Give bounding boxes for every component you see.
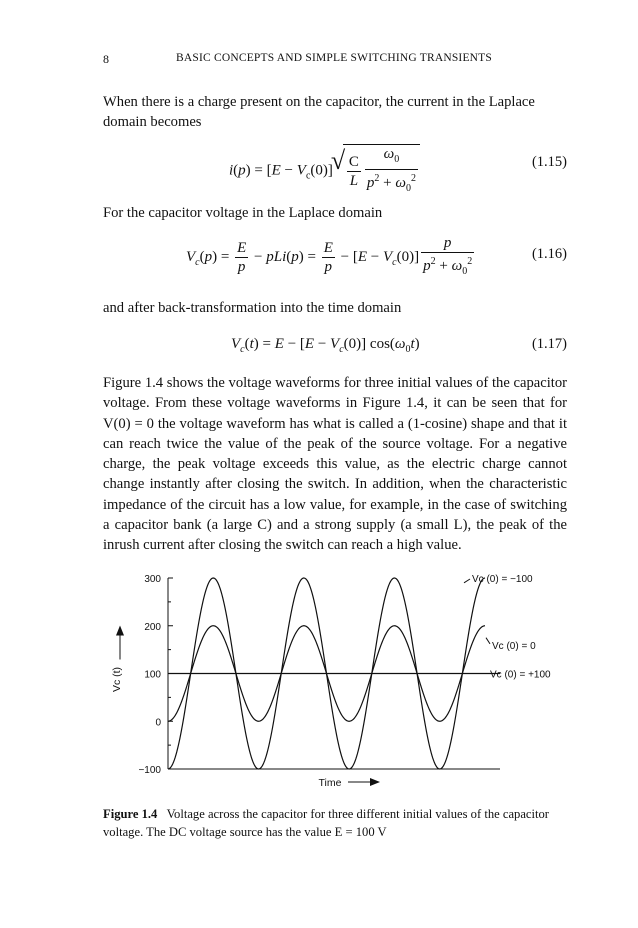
chart-series-labels xyxy=(464,574,551,681)
caption-label: Figure 1.4 xyxy=(103,807,158,821)
series-label: Vc (0) = +100 xyxy=(490,669,551,681)
y-tick-label: 300 xyxy=(144,574,161,585)
series-leader-line xyxy=(486,638,490,644)
series-label: Vc (0) = 0 xyxy=(492,640,536,652)
paragraph-2: For the capacitor voltage in the Laplace domain xyxy=(103,205,383,221)
chart-series xyxy=(168,578,500,769)
y-axis-arrow-head xyxy=(116,626,124,636)
series-label: Vc (0) = −100 xyxy=(472,574,533,585)
y-tick-label: −100 xyxy=(138,765,161,776)
equation-number-1-15: (1.15) xyxy=(531,154,567,170)
equation-1-15-body: $i(p) = [E - V_c(0)]$ √ $\frac{C}{L}$ $\frac{\omega_0}{p^2 + \omega_0^2}$ xyxy=(229,144,420,198)
paragraph-1: When there is a charge present on the capacitor, the current in the Laplace domain becomes xyxy=(103,94,535,131)
equation-1-17 xyxy=(103,336,567,360)
running-title: BASIC CONCEPTS AND SIMPLE SWITCHING TRANSIENTS xyxy=(176,52,493,64)
equation-1-16 xyxy=(103,232,567,282)
equation-1-15 xyxy=(103,140,567,194)
x-axis-arrow-head xyxy=(370,778,380,786)
page-header xyxy=(0,52,638,72)
y-tick-label: 100 xyxy=(144,669,161,681)
page-number: 8 xyxy=(103,52,109,66)
caption-text: Voltage across the capacitor for three different initial values of the capacitor voltage. The DC voltage source has the value E = 100 V xyxy=(103,807,549,839)
y-axis-label: Vc (t) xyxy=(111,666,123,693)
paragraph-4: Figure 1.4 shows the voltage waveforms for three initial values of the capacitor voltage. From these voltage waveforms in Figure 1.4, it can be seen that for V(0) = 0 the voltage waveform has what is called a (1-cosine) shape and that it can reach twice the value of the peak of the source voltage. For a negative charge, the peak voltage exceeds this value, as the electric charge cannot change instantly after closing the switch. In addition, when the characteristic impedance of the circuit has a low value, for example, in the case of switching a capacitor bank (a large C) and a strong supply (a small L), the peak of the inrush current after closing the switch can reach a high value. xyxy=(103,375,567,554)
paragraph-3: and after back-transformation into the time domain xyxy=(103,300,402,316)
chart-ticks xyxy=(111,574,380,789)
equation-number-1-17: (1.17) xyxy=(531,336,567,352)
figure-caption xyxy=(103,806,567,841)
equation-1-16-body: $V_c(p)$ = $\frac{E}{p}$ − pLi(p) = $\frac{E}{p}$ − $[E - V_c(0)]$ $\frac{p}{p^2 + \omega_0^2}$ xyxy=(186,235,473,277)
equation-1-17-body: $V_c(t) = E - [E - V_c(0)]$ $\cos(\omega_0t)$ xyxy=(231,336,420,355)
series-leader-line xyxy=(464,579,470,583)
equation-number-1-16: (1.16) xyxy=(531,246,567,262)
y-tick-label: 0 xyxy=(155,717,161,729)
y-tick-label: 200 xyxy=(144,621,161,633)
figure-1-4-chart xyxy=(100,572,570,792)
x-axis-label: Time xyxy=(318,777,342,789)
